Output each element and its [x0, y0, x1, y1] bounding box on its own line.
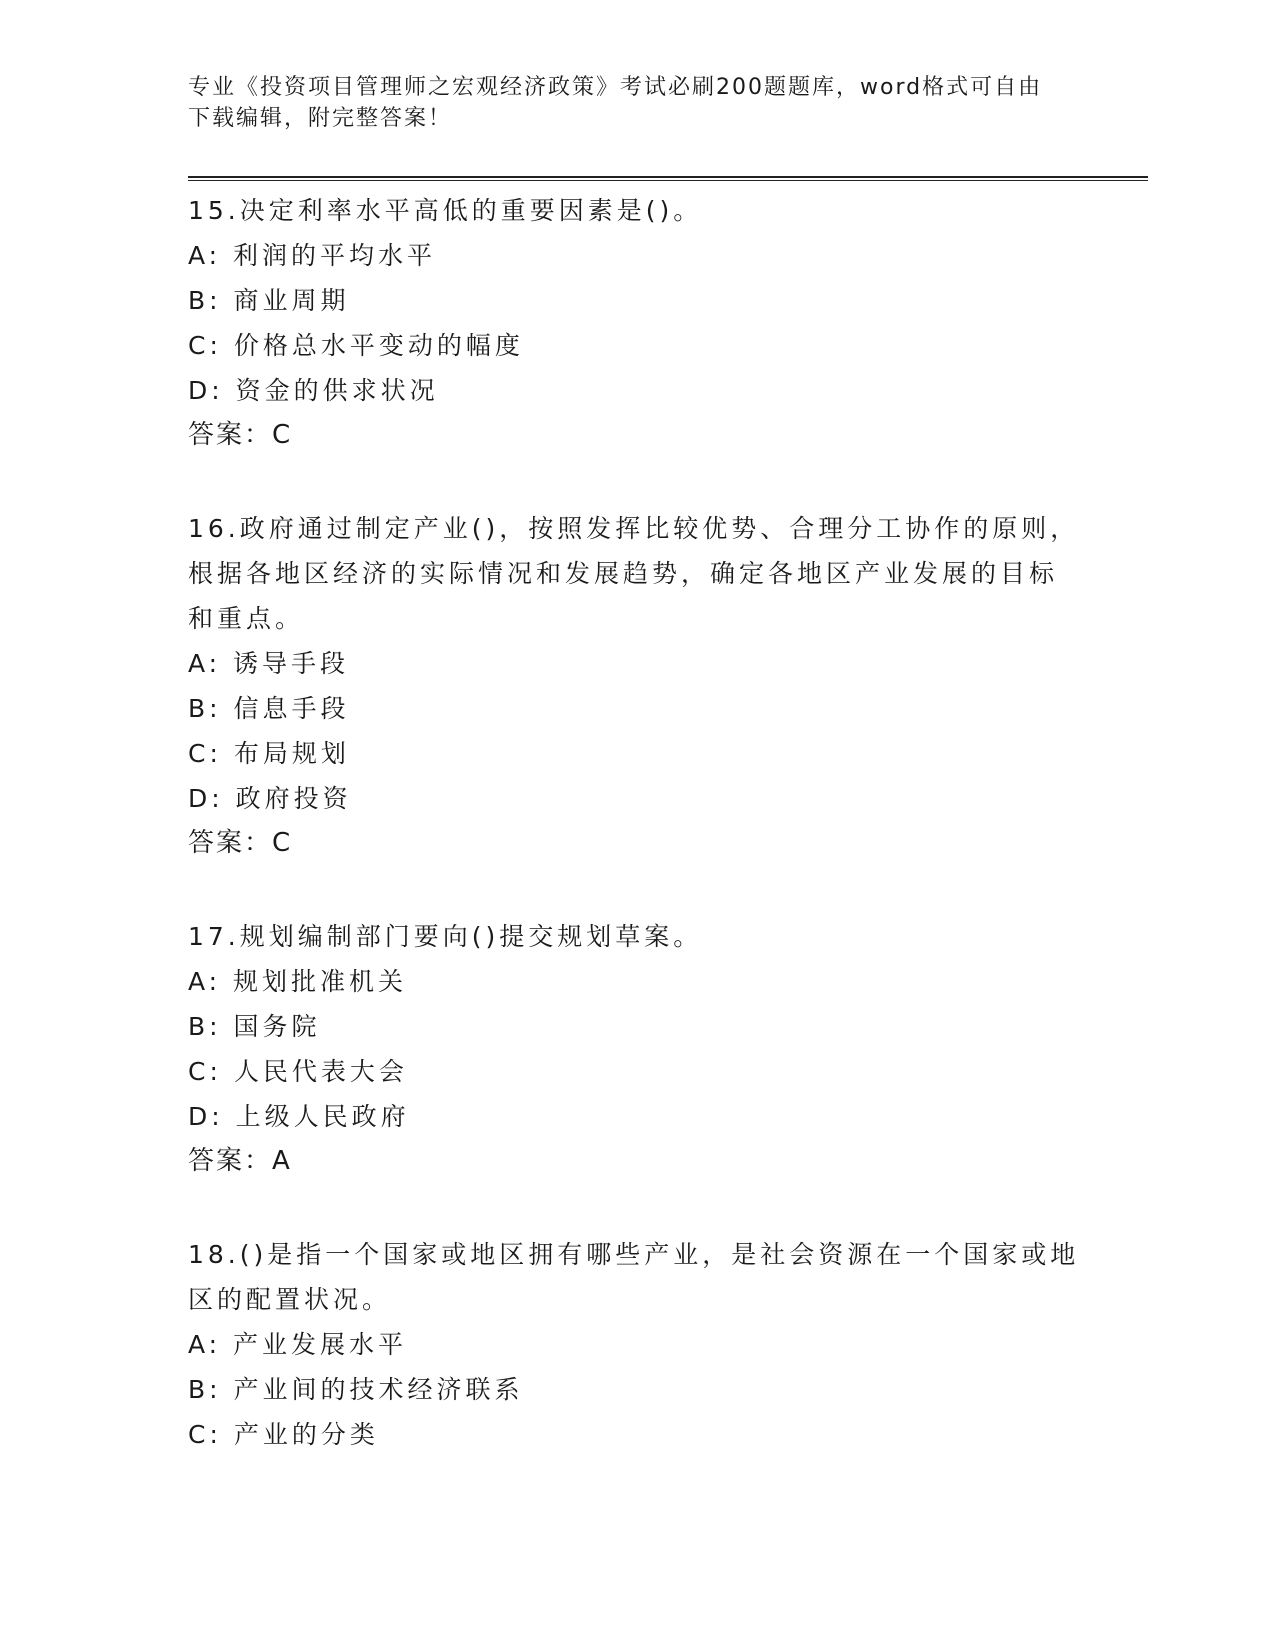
question-15: [188, 188, 1088, 458]
option-d: [188, 1094, 1088, 1139]
option-a: [188, 1322, 1088, 1367]
answer: [188, 1139, 1088, 1184]
answer-label: 答案：: [188, 420, 273, 450]
option-text: 布局规划: [233, 739, 350, 768]
option-text: 商业周期: [233, 286, 350, 315]
answer-value: C: [272, 420, 291, 450]
question-text-line: 根据各地区经济的实际情况和发展趋势，确定各地区产业发展的目标: [188, 559, 1059, 588]
option-b: [188, 686, 1088, 731]
option-text: 产业的分类: [233, 1420, 379, 1449]
option-b: [188, 1367, 1088, 1412]
option-label: B:: [188, 694, 222, 723]
option-label: A:: [188, 1330, 222, 1359]
question-text: [188, 506, 1088, 641]
option-a: [188, 959, 1088, 1004]
question-text: [188, 1232, 1088, 1322]
header-divider: [188, 176, 1148, 181]
question-text-line: 区的配置状况。: [188, 1285, 392, 1314]
option-label: A:: [188, 241, 222, 270]
option-d: [188, 776, 1088, 821]
question-list: [188, 188, 1088, 1505]
option-text: 利润的平均水平: [233, 241, 437, 270]
option-c: [188, 323, 1088, 368]
answer-label: 答案：: [188, 828, 273, 858]
option-text: 资金的供求状况: [235, 376, 439, 405]
answer: [188, 413, 1088, 458]
question-text-line: 和重点。: [188, 604, 305, 633]
question-text-line: 16.政府通过制定产业()，按照发挥比较优势、合理分工协作的原则，: [188, 514, 1080, 543]
option-label: D:: [188, 784, 224, 813]
option-a: [188, 641, 1088, 686]
header-title-line-1: 专业《投资项目管理师之宏观经济政策》考试必刷200题题库，word格式可自由: [188, 75, 1043, 100]
option-text: 上级人民政府: [235, 1102, 410, 1131]
option-label: C:: [188, 739, 222, 768]
option-text: 产业发展水平: [233, 1330, 408, 1359]
option-label: D:: [188, 376, 224, 405]
option-text: 信息手段: [233, 694, 350, 723]
answer-label: 答案：: [188, 1146, 273, 1176]
option-label: C:: [188, 331, 222, 360]
option-c: [188, 1049, 1088, 1094]
question-text-line: 15.决定利率水平高低的重要因素是()。: [188, 196, 703, 225]
option-label: D:: [188, 1102, 224, 1131]
option-text: 政府投资: [235, 784, 352, 813]
option-text: 产业间的技术经济联系: [233, 1375, 524, 1404]
question-18: [188, 1232, 1088, 1457]
option-label: B:: [188, 1012, 222, 1041]
option-b: [188, 1004, 1088, 1049]
option-text: 价格总水平变动的幅度: [233, 331, 524, 360]
option-c: [188, 1412, 1088, 1457]
option-text: 规划批准机关: [233, 967, 408, 996]
option-text: 人民代表大会: [233, 1057, 408, 1086]
option-label: A:: [188, 967, 222, 996]
option-a: [188, 233, 1088, 278]
answer-value: C: [272, 828, 291, 858]
question-text: [188, 188, 1088, 233]
question-text-line: 18.()是指一个国家或地区拥有哪些产业，是社会资源在一个国家或地: [188, 1240, 1080, 1269]
option-text: 诱导手段: [233, 649, 350, 678]
option-text: 国务院: [233, 1012, 321, 1041]
option-d: [188, 368, 1088, 413]
option-label: C:: [188, 1057, 222, 1086]
question-17: [188, 914, 1088, 1184]
answer-value: A: [272, 1146, 290, 1176]
header-title-line-2: 下载编辑，附完整答案！: [188, 106, 453, 131]
question-text: [188, 914, 1088, 959]
option-label: B:: [188, 286, 222, 315]
document-header: [188, 72, 1088, 134]
question-16: [188, 506, 1088, 866]
option-label: C:: [188, 1420, 222, 1449]
option-label: A:: [188, 649, 222, 678]
question-text-line: 17.规划编制部门要向()提交规划草案。: [188, 922, 703, 951]
option-label: B:: [188, 1375, 222, 1404]
answer: [188, 821, 1088, 866]
option-c: [188, 731, 1088, 776]
option-b: [188, 278, 1088, 323]
